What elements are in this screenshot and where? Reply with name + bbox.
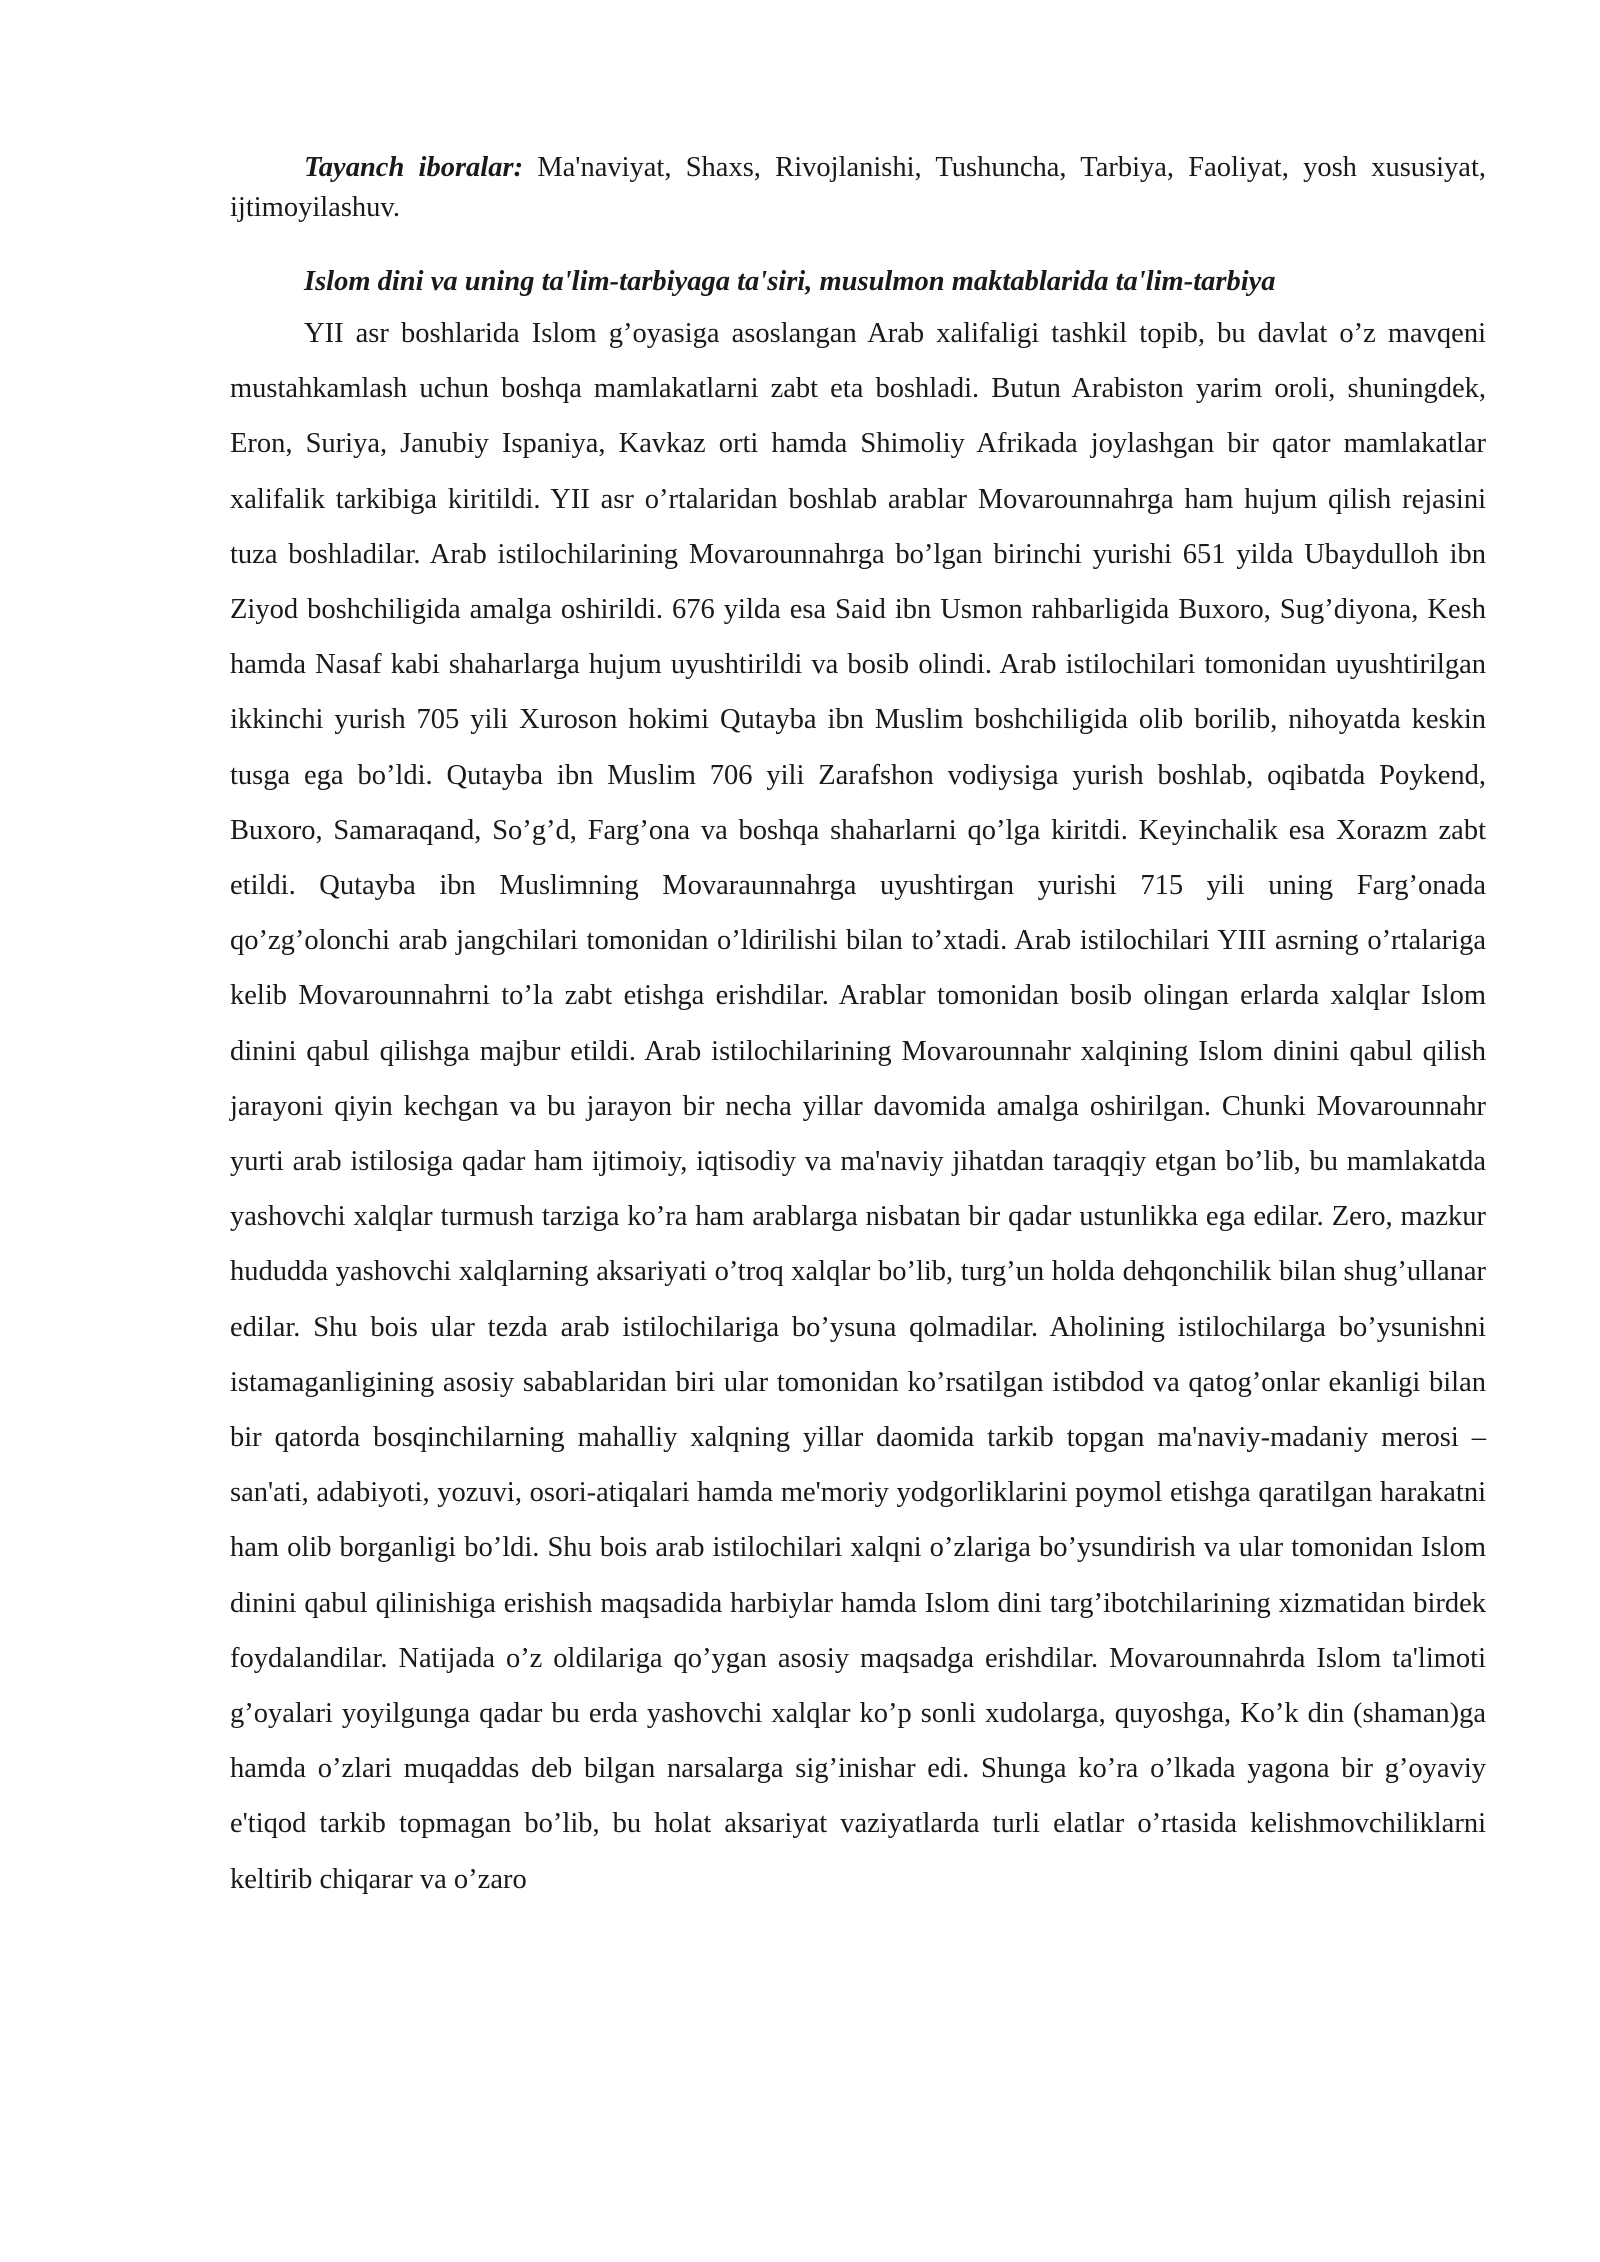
document-page: [230, 148, 1486, 1907]
body-paragraph: YII asr boshlarida Islom g’oyasiga asoslangan Arab xalifaligi tashkil topib, bu davlat o’z mavqeni mustahkamlash uchun boshqa mamlakatlarni zabt eta boshladi. Butun Arabiston yarim oroli, shuningdek, Eron, Suriya, Janubiy Ispaniya, Kavkaz orti hamda Shimoliy Afrikada joylashgan bir qator mamlakatlar xalifalik tarkibiga kiritildi. YII asr o’rtalaridan boshlab arablar Movarounnahrga ham hujum qilish rejasini tuza boshladilar. Arab istilochilarining Movarounnahrga bo’lgan birinchi yurishi 651 yilda Ubaydulloh ibn Ziyod boshchiligida amalga oshirildi. 676 yilda esa Said ibn Usmon rahbarligida Buxoro, Sug’diyona, Kesh hamda Nasaf kabi shaharlarga hujum uyushtirildi va bosib olindi. Arab istilochilari tomonidan uyushtirilgan ikkinchi yurish 705 yili Xuroson hokimi Qutayba ibn Muslim boshchiligida olib borilib, nihoyatda keskin tusga ega bo’ldi. Qutayba ibn Muslim 706 yili Zarafshon vodiysiga yurish boshlab, oqibatda Poykend, Buxoro, Samaraqand, So’g’d, Farg’ona va boshqa shaharlarni qo’lga kiritdi. Keyinchalik esa Xorazm zabt etildi. Qutayba ibn Muslimning Movaraunnahrga uyushtirgan yurishi 715 yili uning Farg’onada qo’zg’olonchi arab jangchilari tomonidan o’ldirilishi bilan to’xtadi. Arab istilochilari YIII asrning o’rtalariga kelib Movarounnahrni to’la zabt etishga erishdilar. Arablar tomonidan bosib olingan erlarda xalqlar Islom dinini qabul qilishga majbur etildi. Arab istilochilarining Movarounnahr xalqining Islom dinini qabul qilish jarayoni qiyin kechgan va bu jarayon bir necha yillar davomida amalga oshirilgan. Chunki Movarounnahr yurti arab istilosiga qadar ham ijtimoiy, iqtisodiy va ma'naviy jihatdan taraqqiy etgan bo’lib, bu mamlakatda yashovchi xalqlar turmush tarziga ko’ra ham arablarga nisbatan bir qadar ustunlikka ega edilar. Zero, mazkur hududda yashovchi xalqlarning aksariyati o’troq xalqlar bo’lib, turg’un holda dehqonchilik bilan shug’ullanar edilar. Shu bois ular tezda arab istilochilariga bo’ysuna qolmadilar. Aholining istilochilarga bo’ysunishni istamaganligining asosiy sabablaridan biri ular tomonidan ko’rsatilgan istibdod va qatog’onlar ekanligi bilan bir qatorda bosqinchilarning mahalliy xalqning yillar daomida tarkib topgan ma'naviy-madaniy merosi – san'ati, adabiyoti, yozuvi, osori-atiqalari hamda me'moriy yodgorliklarini poymol etishga qaratilgan harakatni ham olib borganligi bo’ldi. Shu bois arab istilochilari xalqni o’zlariga bo’ysundirish va ular tomonidan Islom dinini qabul qilinishiga erishish maqsadida harbiylar hamda Islom dini targ’ibotchilarining xizmatidan birdek foydalandilar. Natijada o’z oldilariga qo’ygan asosiy maqsadga erishdilar. Movarounnahrda Islom ta'limoti g’oyalari yoyilgunga qadar bu erda yashovchi xalqlar ko’p sonli xudolarga, quyoshga, Ko’k din (shaman)ga hamda o’zlari muqaddas deb bilgan narsalarga sig’inishar edi. Shunga ko’ra o’lkada yagona bir g’oyaviy e'tiqod tarkib topmagan bo’lib, bu holat aksariyat vaziyatlarda turli elatlar o’rtasida kelishmovchiliklarni keltirib chiqarar va o’zaro: [230, 318, 1486, 1895]
keywords-label: Tayanch iboralar:: [304, 152, 524, 183]
keywords-paragraph: [230, 148, 1486, 228]
keywords-list: Ma'naviyat, Shaxs, Rivojlanishi, Tushuncha, Tarbiya, Faoliyat, yosh xususiyat, ijtimoyilashuv.: [230, 152, 1486, 223]
section-heading: Islom dini va uning ta'lim-tarbiyaga ta'siri, musulmon maktablarida ta'lim-tarbiya: [304, 266, 1276, 297]
